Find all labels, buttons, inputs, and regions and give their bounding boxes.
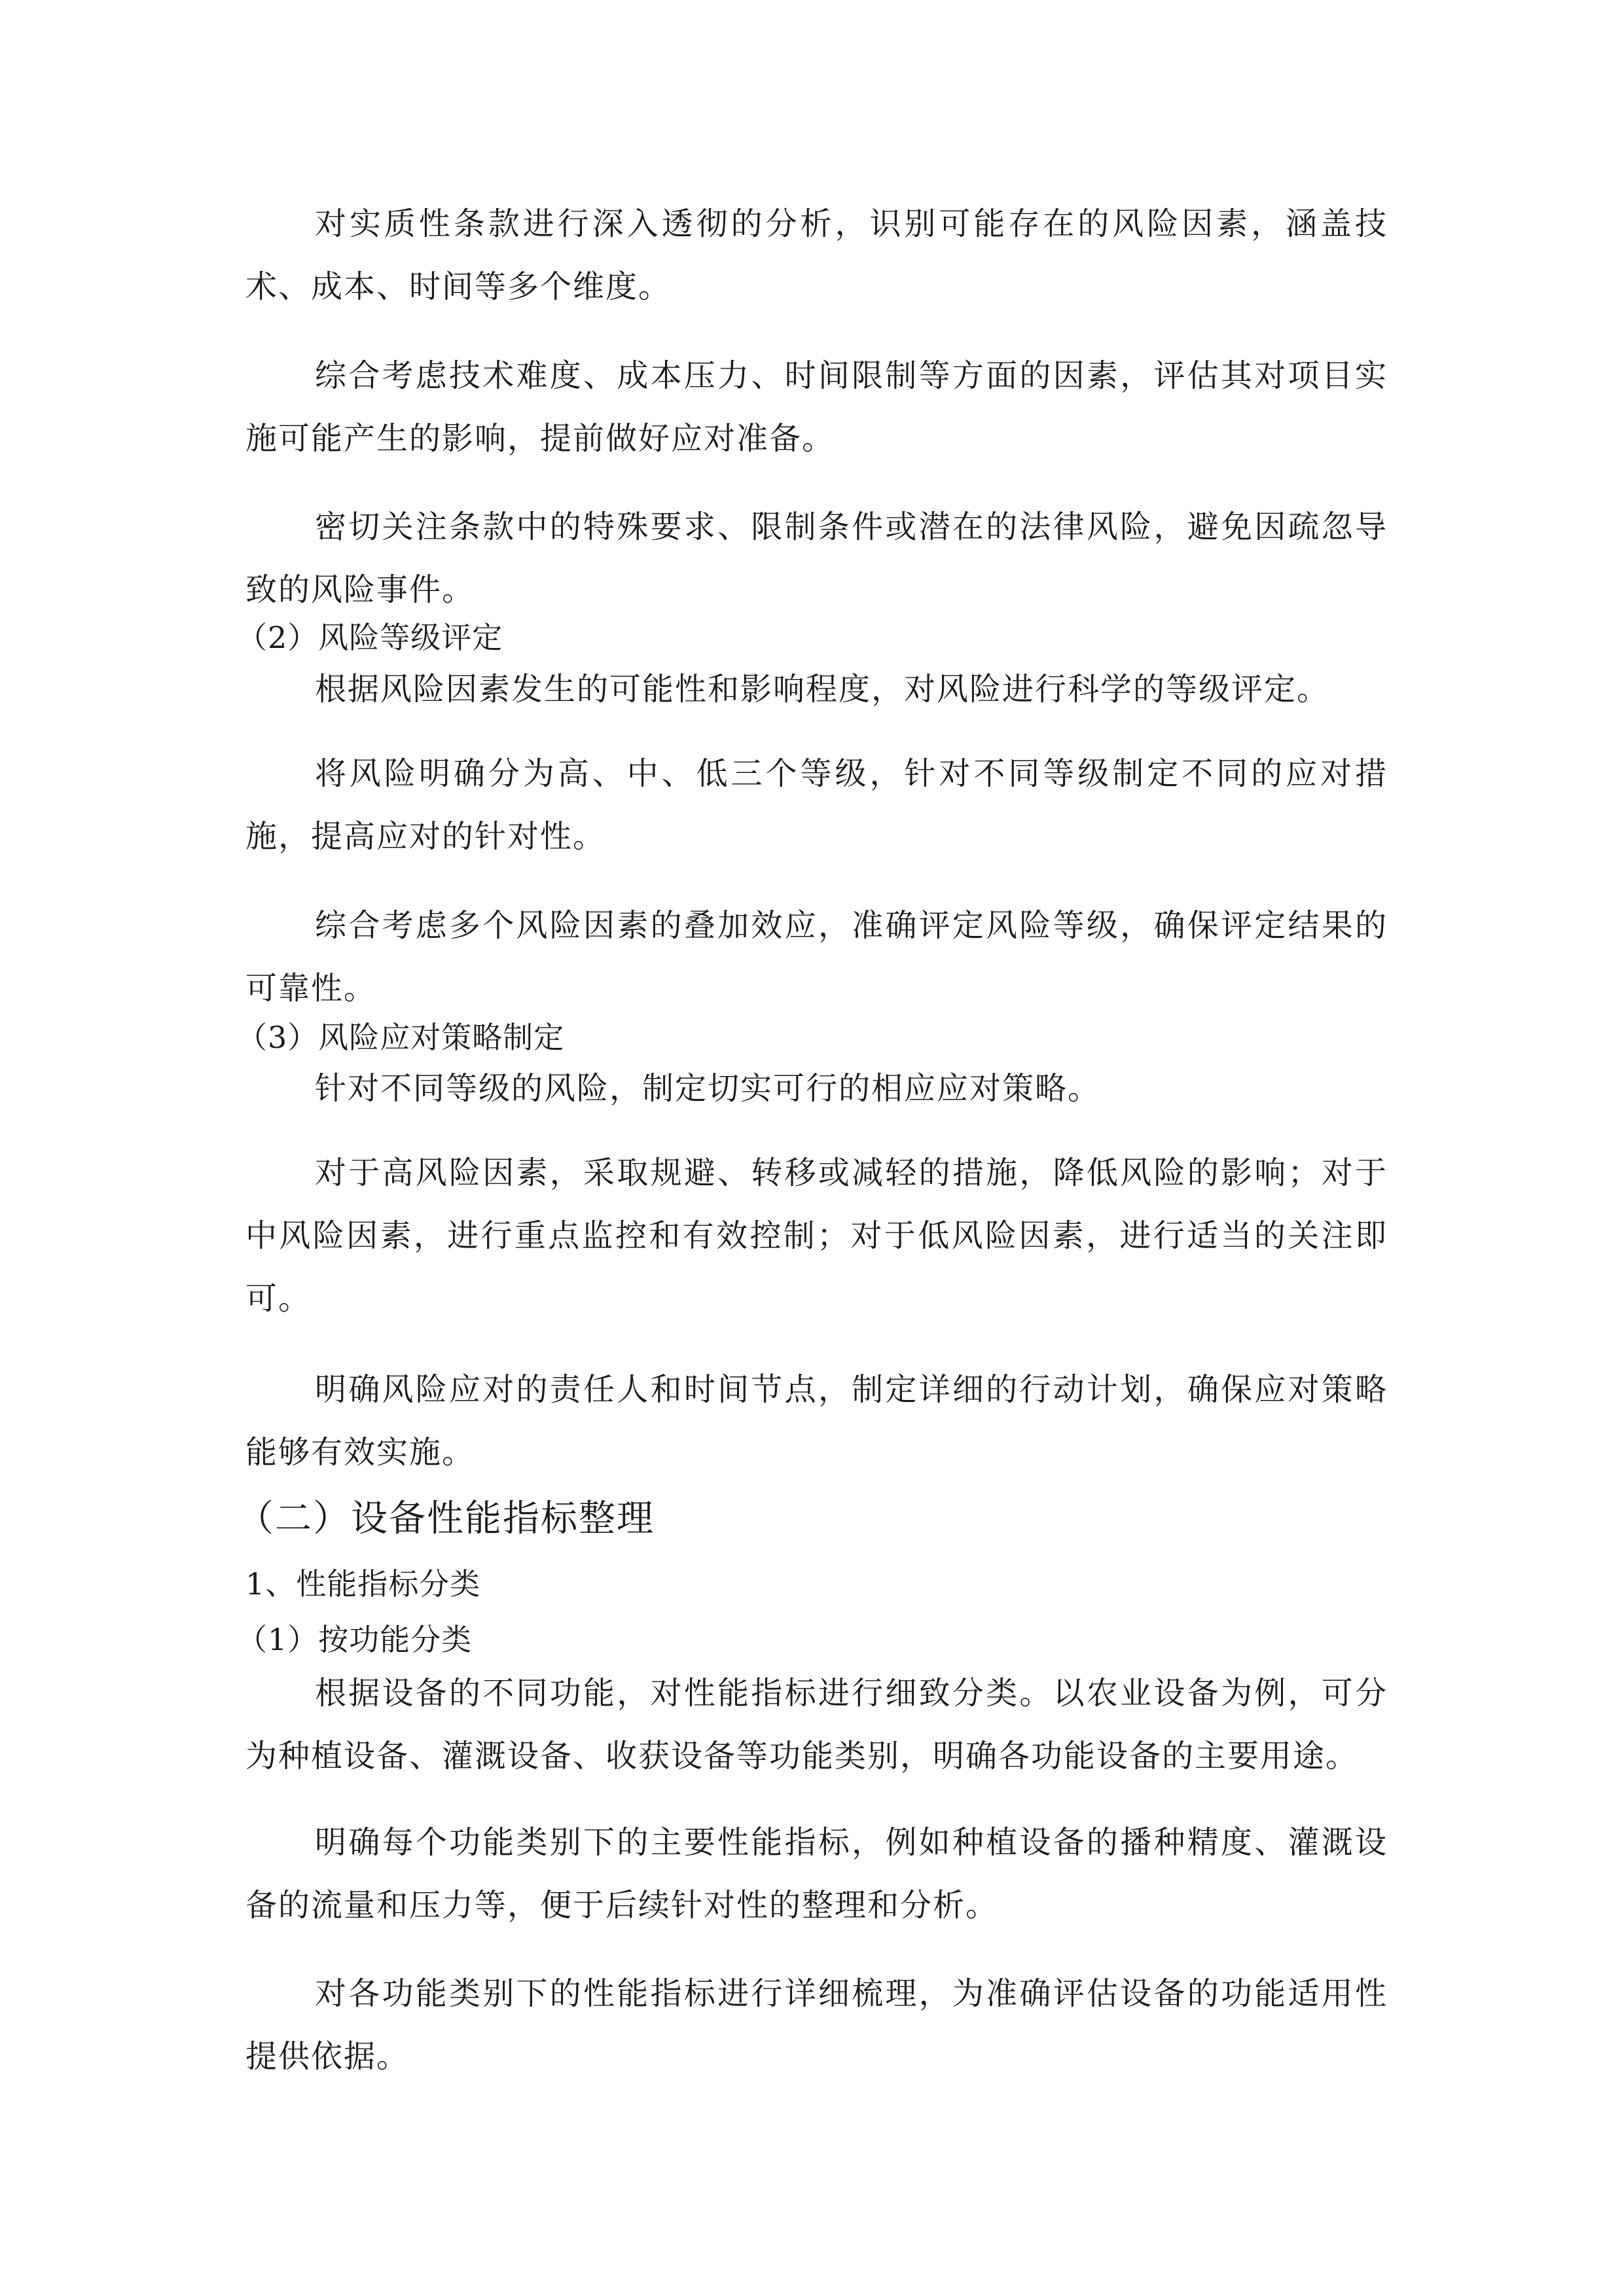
paragraph-risk-strategy-3: 明确风险应对的责任人和时间节点，制定详细的行动计划，确保应对策略能够有效实施。 (245, 1371, 1388, 1471)
paragraph-function-classification-1: 根据设备的不同功能，对性能指标进行细致分类。以农业设备为例，可分为种植设备、灌溉设备、收获设备等功能类别，明确各功能设备的主要用途。 (245, 1675, 1388, 1774)
heading-by-function: （1）按功能分类 (237, 1622, 473, 1657)
paragraph-risk-level-1: 根据风险因素发生的可能性和影响程度，对风险进行科学的等级评定。 (315, 671, 1330, 708)
heading-risk-level: （2）风险等级评定 (237, 620, 503, 655)
paragraph-risk-level-2: 将风险明确分为高、中、低三个等级，针对不同等级制定不同的应对措施，提高应对的针对性。 (245, 755, 1388, 855)
paragraph-function-classification-2: 明确每个功能类别下的主要性能指标，例如种植设备的播种精度、灌溉设备的流量和压力等，便于后续针对性的整理和分析。 (245, 1824, 1388, 1924)
paragraph-risk-analysis-2: 综合考虑技术难度、成本压力、时间限制等方面的因素，评估其对项目实施可能产生的影响，提前做好应对准备。 (245, 357, 1388, 457)
paragraph-risk-analysis-3: 密切关注条款中的特殊要求、限制条件或潜在的法律风险，避免因疏忽导致的风险事件。 (245, 509, 1388, 608)
paragraph-risk-strategy-1: 针对不同等级的风险，制定切实可行的相应应对策略。 (315, 1070, 1101, 1107)
paragraph-function-classification-3: 对各功能类别下的性能指标进行详细梳理，为准确评估设备的功能适用性提供依据。 (245, 1975, 1388, 2075)
heading-risk-strategy: （3）风险应对策略制定 (237, 1020, 565, 1055)
paragraph-risk-analysis-1: 对实质性条款进行深入透彻的分析，识别可能存在的风险因素，涵盖技术、成本、时间等多个维度。 (245, 206, 1388, 305)
paragraph-risk-level-3: 综合考虑多个风险因素的叠加效应，准确评定风险等级，确保评定结果的可靠性。 (245, 907, 1388, 1007)
chapter-heading-equipment-performance: （二）设备性能指标整理 (237, 1498, 655, 1540)
paragraph-risk-strategy-2: 对于高风险因素，采取规避、转移或减轻的措施，降低风险的影响；对于中风险因素，进行重点监控和有效控制；对于低风险因素，进行适当的关注即可。 (245, 1155, 1388, 1317)
heading-performance-classification: 1、性能指标分类 (245, 1566, 481, 1602)
